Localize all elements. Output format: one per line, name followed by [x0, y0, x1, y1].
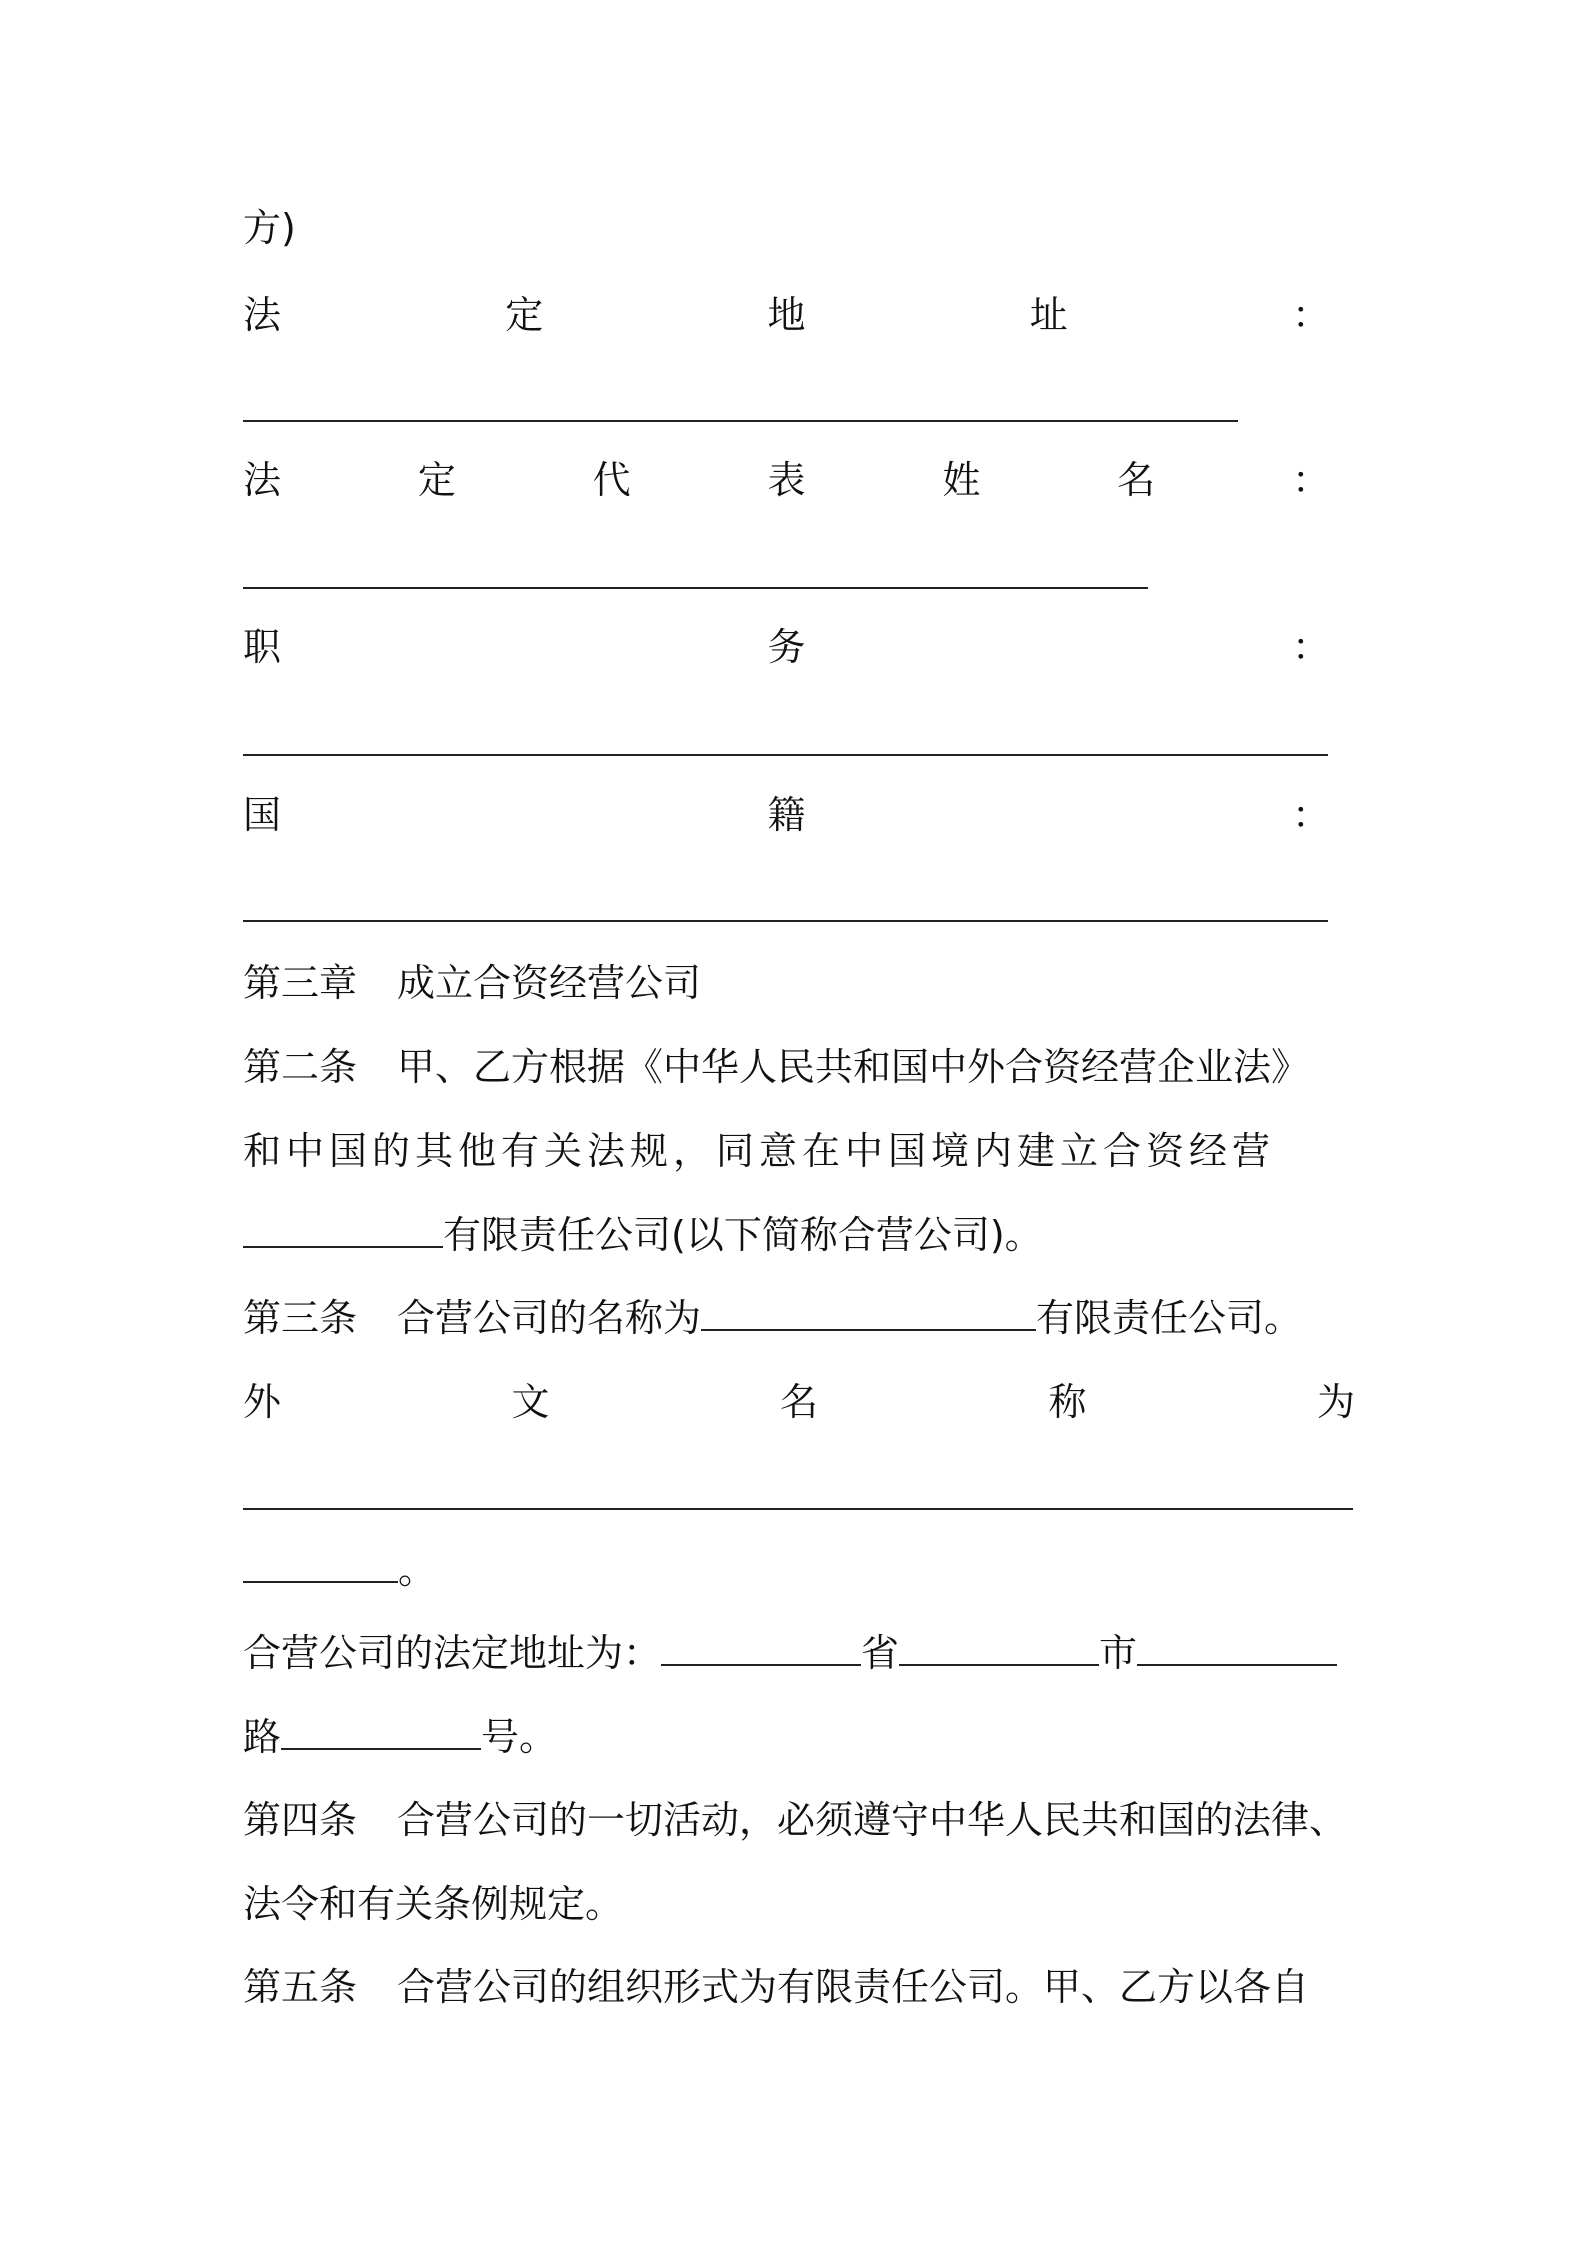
field-legal-address: 法 定 地 址 ：: [243, 293, 1330, 337]
road-number-blank[interactable]: [281, 1714, 481, 1750]
province-blank[interactable]: [661, 1630, 861, 1666]
nationality-blank[interactable]: [243, 920, 1328, 922]
company-name-field-blank[interactable]: [701, 1295, 1036, 1331]
article-2-line-2: 和中国的其他有关法规，同意在中国境内建立合资经营: [243, 1129, 1276, 1173]
foreign-name-blank[interactable]: [243, 1508, 1353, 1510]
road-blank-start[interactable]: [1137, 1630, 1337, 1666]
article-2-line-3: 有限责任公司(以下简称合营公司)。: [243, 1210, 1363, 1260]
chapter-heading: 第三章 成立合资经营公司: [243, 961, 702, 1005]
foreign-name-blank-continuation[interactable]: [243, 1547, 398, 1583]
foreign-name-blank-end: 。: [243, 1545, 1363, 1595]
address-line-2: 路 号。: [243, 1715, 558, 1759]
field-legal-representative: 法 定 代 表 姓 名 ：: [243, 458, 1330, 502]
article-4-line-2: 法令和有关条例规定。: [243, 1882, 624, 1926]
article-2-line-1: 第二条 甲、乙方根据《中华人民共和国中外合资经营企业法》: [243, 1045, 1310, 1089]
legal-representative-blank[interactable]: [243, 587, 1148, 589]
position-blank[interactable]: [243, 754, 1328, 756]
field-position: 职 务 ：: [243, 625, 1330, 669]
city-blank[interactable]: [899, 1630, 1099, 1666]
text-line-fang: 方): [243, 206, 296, 250]
foreign-name-line: 外 文 名 称 为: [243, 1380, 1355, 1424]
company-name-blank[interactable]: [243, 1212, 443, 1248]
article-5-line-1: 第五条 合营公司的组织形式为有限责任公司。甲、乙方以各自: [243, 1965, 1310, 2009]
legal-address-blank[interactable]: [243, 420, 1238, 422]
field-nationality: 国 籍 ：: [243, 793, 1330, 837]
article-4-line-1: 第四条 合营公司的一切活动，必须遵守中华人民共和国的法律、: [243, 1798, 1348, 1842]
article-3-line-1: 第三条 合营公司的名称为 有限责任公司。: [243, 1296, 1303, 1340]
address-line: 合营公司的法定地址为： 省 市: [243, 1628, 1363, 1678]
